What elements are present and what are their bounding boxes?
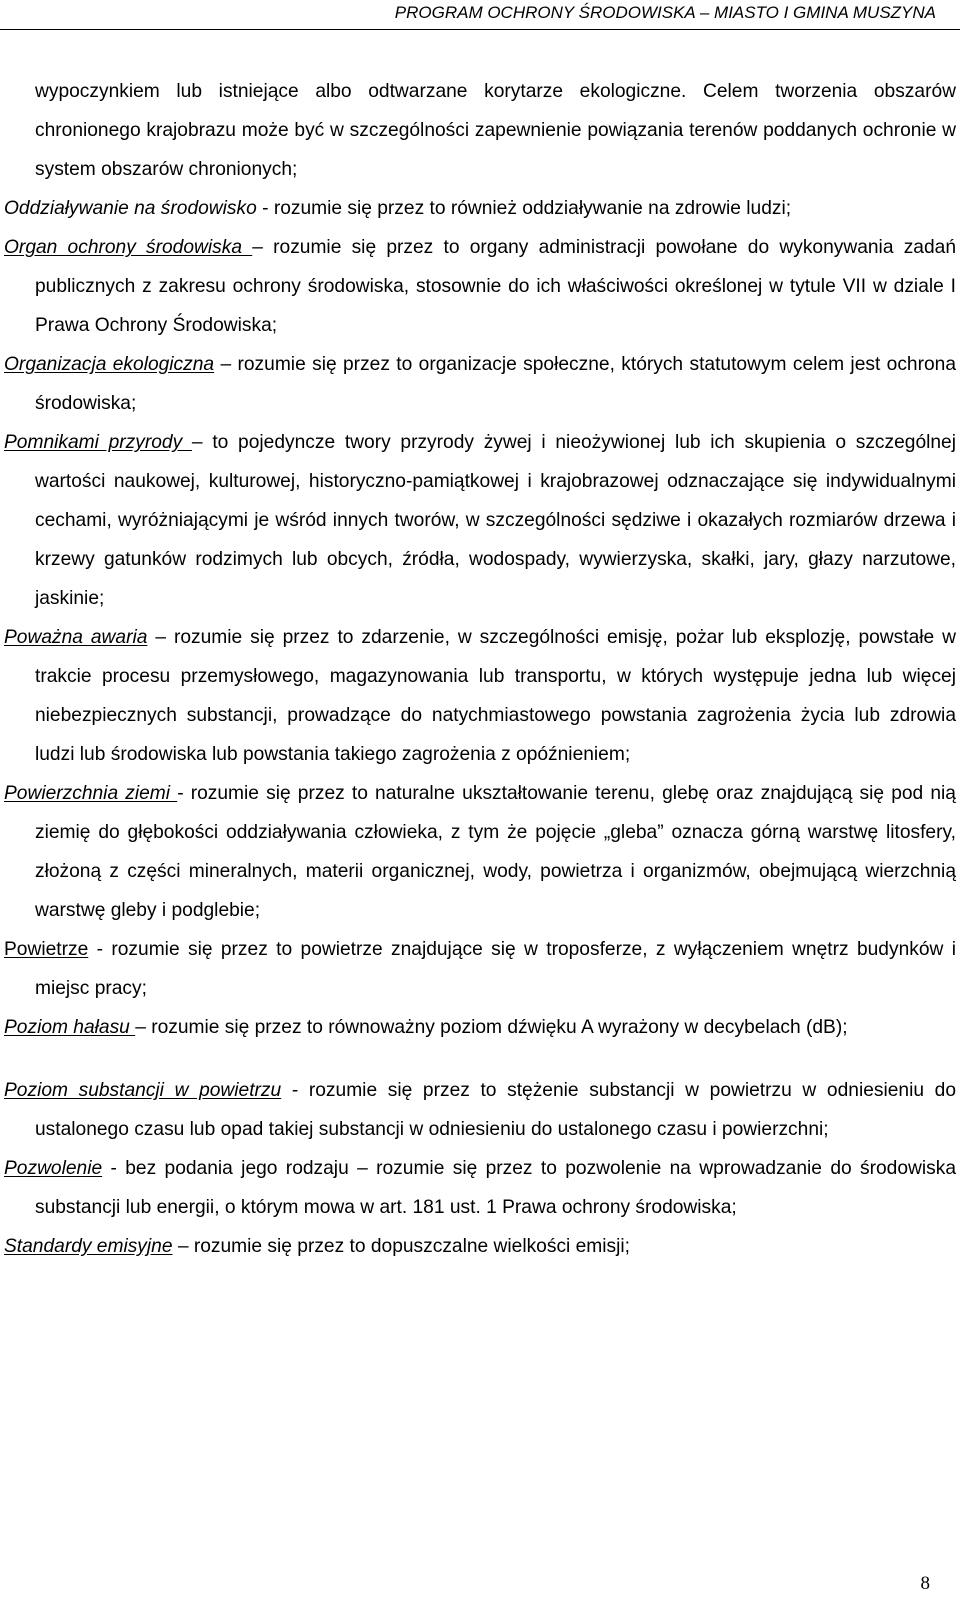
definition-term: Powietrze bbox=[4, 939, 89, 960]
definition-term: Organizacja ekologiczna bbox=[4, 354, 215, 375]
definition-term: Powierzchnia ziemi bbox=[4, 783, 178, 804]
definition-term: Organ ochrony środowiska bbox=[4, 237, 253, 258]
definition-term: Pomnikami przyrody bbox=[4, 432, 192, 453]
definition-standardy-emisyjne bbox=[4, 1227, 956, 1266]
definition-text: - rozumie się przez to naturalne ukształtowanie terenu, glebę oraz znajdującą się pod nią ziemię do głębokości oddziaływania człowieka, z tym że pojęcie „gleba” oznacza górną warstwę litosfery, złożoną z części mineralnych, materii organicznej, wody, powietrza i organizmów, obejmującą wierzchnią warstwę gleby i podglebie; bbox=[35, 783, 956, 921]
definition-term: Standardy emisyjne bbox=[4, 1236, 173, 1257]
header-title: PROGRAM OCHRONY ŚRODOWISKA – MIASTO I GMINA MUSZYNA bbox=[394, 3, 936, 22]
definition-poziom-halasu bbox=[4, 1008, 956, 1047]
definition-organ-ochrony bbox=[4, 228, 956, 345]
definition-text: - rozumie się przez to powietrze znajdujące się w troposferze, z wyłączeniem wnętrz budynków i miejsc pracy; bbox=[35, 939, 956, 999]
definition-oddzialywanie bbox=[4, 189, 956, 228]
definition-term: Poziom substancji w powietrzu bbox=[4, 1080, 282, 1101]
definition-text: – rozumie się przez to organizacje społeczne, których statutowym celem jest ochrona środowiska; bbox=[35, 354, 956, 414]
definition-text: - rozumie się przez to również oddziaływanie na zdrowie ludzi; bbox=[256, 198, 792, 219]
definition-powazna-awaria bbox=[4, 618, 956, 774]
definition-text: - rozumie się przez to stężenie substancji w powietrzu w odniesieniu do ustalonego czasu lub opad takiej substancji w odniesieniu do ustalonego czasu i powierzchni; bbox=[35, 1080, 956, 1140]
definition-powietrze bbox=[4, 930, 956, 1008]
definition-term: Poziom hałasu bbox=[4, 1017, 136, 1038]
intro-paragraph: wypoczynkiem lub istniejące albo odtwarzane korytarze ekologiczne. Celem tworzenia obszarów chronionego krajobrazu może być w szczególności zapewnienie powiązania terenów poddanych ochronie w system obszarów chronionych; bbox=[35, 81, 956, 180]
definition-term: Poważna awaria bbox=[4, 627, 148, 648]
definition-term: Pozwolenie bbox=[4, 1158, 103, 1179]
document-body bbox=[4, 72, 956, 1266]
definition-pomniki-przyrody bbox=[4, 423, 956, 618]
page-number: 8 bbox=[920, 1573, 930, 1594]
definition-text: - bez podania jego rodzaju – rozumie się przez to pozwolenie na wprowadzanie do środowiska substancji lub energii, o którym mowa w art. 181 ust. 1 Prawa ochrony środowiska; bbox=[35, 1158, 956, 1218]
definition-text: – rozumie się przez to równoważny poziom dźwięku A wyrażony w decybelach (dB); bbox=[135, 1017, 848, 1038]
header-divider bbox=[0, 29, 960, 30]
definition-text: – rozumie się przez to organy administracji powołane do wykonywania zadań publicznych z zakresu ochrony środowiska, stosownie do ich właściwości określonej w tytule VII w dziale I Prawa Ochrony Środowiska; bbox=[35, 237, 956, 336]
definition-term: Oddziaływanie na środowisko bbox=[4, 198, 257, 219]
definition-poziom-substancji bbox=[4, 1071, 956, 1149]
definition-organizacja-ekologiczna bbox=[4, 345, 956, 423]
definition-text: – to pojedyncze twory przyrody żywej i nieożywionej lub ich skupienia o szczególnej wartości naukowej, kulturowej, historyczno-pamiątkowej i krajobrazowej odznaczające się indywidualnymi cechami, wyróżniającymi je wśród innych tworów, w szczególności sędziwe i okazałych rozmiarów drzewa i krzewy gatunków rodzimych lub obcych, źródła, wodospady, wywierzyska, skałki, jary, głazy narzutowe, jaskinie; bbox=[35, 432, 956, 609]
definition-text: – rozumie się przez to zdarzenie, w szczególności emisję, pożar lub eksplozję, powstałe w trakcie procesu przemysłowego, magazynowania lub transportu, w których występuje jedna lub więcej niebezpiecznych substancji, prowadzące do natychmiastowego powstania zagrożenia życia lub zdrowia ludzi lub środowiska lub powstania takiego zagrożenia z opóźnieniem; bbox=[35, 627, 956, 765]
definition-text: – rozumie się przez to dopuszczalne wielkości emisji; bbox=[172, 1236, 630, 1257]
definition-pozwolenie bbox=[4, 1149, 956, 1227]
page-header bbox=[0, 0, 960, 26]
definition-powierzchnia-ziemi bbox=[4, 774, 956, 930]
